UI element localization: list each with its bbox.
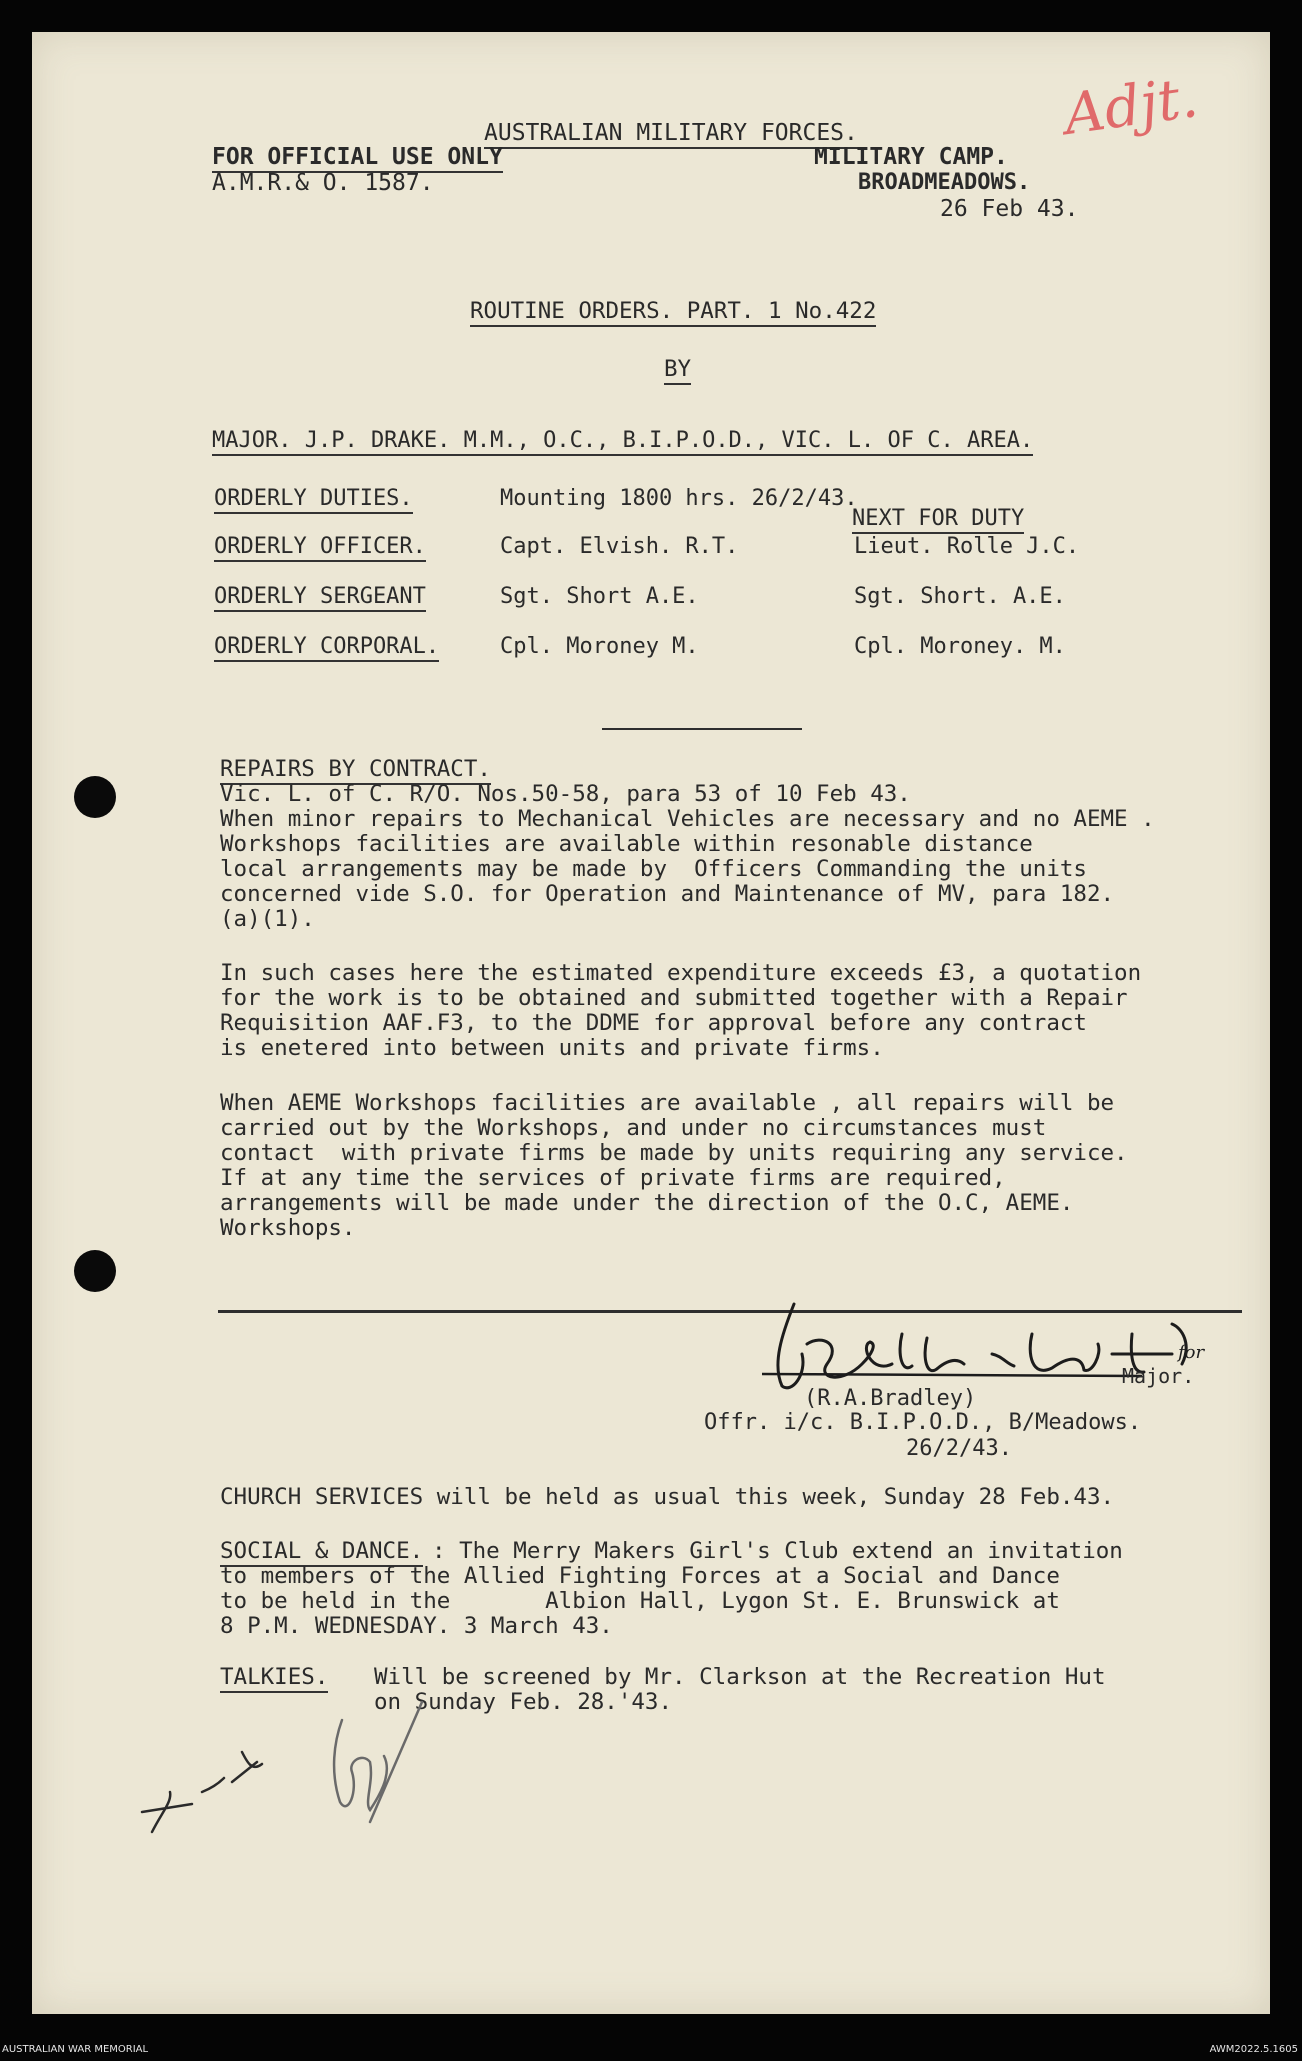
next-for-duty-heading: NEXT FOR DUTY [852,508,1024,534]
duty-current-duties: Mounting 1800 hrs. 26/2/43. [500,486,858,511]
repairs-para-3-line: arrangements will be made under the direction of the O.C, AEME. [220,1190,1074,1216]
duty-label-corporal: ORDERLY CORPORAL. [214,636,439,662]
signature-for: for [1178,1342,1205,1363]
footer-reference-id: AWM2022.5.1605 [1209,2044,1298,2055]
repairs-para-1-line: concerned vide S.O. for Operation and Maintenance of MV, para 182. [220,881,1115,907]
talkies-heading: TALKIES. [220,1666,328,1693]
punch-hole-bottom [74,1250,116,1292]
duty-next-officer: Lieut. Rolle J.C. [854,534,1080,559]
repairs-para-1-line: When minor repairs to Mechanical Vehicles are necessary and no AEME . [220,806,1155,832]
repairs-para-1-line: Vic. L. of C. R/O. Nos.50-58, para 53 of 10 Feb 43. [220,781,911,807]
repairs-para-2-line: Requisition AAF.F3, to the DDME for approval before any contract [220,1010,1087,1036]
routine-orders-title: ROUTINE ORDERS. PART. 1 No.422 [470,300,876,327]
talkies-line: on Sunday Feb. 28.'43. [374,1689,673,1715]
social-dance-line: to be held in the Albion Hall, Lygon St. E. Brunswick at [220,1588,1060,1614]
repairs-para-1-line: (a)(1). [220,906,315,932]
repairs-para-3-line: carried out by the Workshops, and under no circumstances must [220,1115,1047,1141]
social-dance-line: to members of the Allied Fighting Forces at a Social and Dance [220,1563,1060,1589]
duty-current-corporal: Cpl. Moroney M. [500,634,699,659]
repairs-para-1-line: Workshops facilities are available within resonable distance [220,831,1033,857]
repairs-para-2-line: is enetered into between units and private firms. [220,1035,884,1061]
social-dance-line: 8 P.M. WEDNESDAY. 3 March 43. [220,1613,613,1639]
by-label: BY [664,358,691,385]
duty-next-sergeant: Sgt. Short. A.E. [854,584,1066,609]
repairs-heading: REPAIRS BY CONTRACT. [220,758,491,785]
section-divider [602,728,802,730]
duty-current-sergeant: Sgt. Short A.E. [500,584,699,609]
social-dance-line: : The Merry Makers Girl's Club extend an invitation [432,1538,1123,1564]
document-page [32,32,1270,2014]
repairs-para-1-line: local arrangements may be made by Officers Commanding the units [220,856,1087,882]
punch-hole-top [74,776,116,818]
church-services-notice: CHURCH SERVICES will be held as usual this week, Sunday 28 Feb.43. [220,1484,1115,1510]
duty-label-officer: ORDERLY OFFICER. [214,536,426,562]
signature-date: 26/2/43. [906,1436,1012,1461]
issuing-authority: MAJOR. J.P. DRAKE. M.M., O.C., B.I.P.O.D., VIC. L. OF C. AREA. [212,430,1033,456]
repairs-para-3-line: contact with private firms be made by units requiring any service. [220,1140,1128,1166]
social-dance-heading: SOCIAL & DANCE. [220,1540,423,1567]
duty-label-sergeant: ORDERLY SERGEANT [214,586,426,612]
duty-current-officer: Capt. Elvish. R.T. [500,534,739,559]
footer-archive-name: AUSTRALIAN WAR MEMORIAL [2,2044,149,2055]
adjt-annotation: Adjt. [1060,64,1202,149]
handwritten-initials [112,1692,512,1862]
talkies-line: Will be screened by Mr. Clarkson at the Recreation Hut [374,1664,1106,1690]
duty-label-duties: ORDERLY DUTIES. [214,488,413,514]
repairs-para-3-line: Workshops. [220,1215,356,1241]
reference-number: A.M.R.& O. 1587. [212,170,434,196]
signatory-name: (R.A.Bradley) [804,1386,977,1411]
repairs-para-3-line: When AEME Workshops facilities are available , all repairs will be [220,1090,1115,1116]
classification-label: FOR OFFICIAL USE ONLY [212,146,503,173]
organisation-heading: AUSTRALIAN MILITARY FORCES. [484,122,858,149]
repairs-para-2-line: for the work is to be obtained and submitted together with a Repair [220,985,1128,1011]
duty-next-corporal: Cpl. Moroney. M. [854,634,1066,659]
location-broadmeadows: BROADMEADOWS. [858,170,1031,195]
signature-rank: Major. [1122,1364,1195,1388]
repairs-para-2-line: In such cases here the estimated expenditure exceeds £3, a quotation [220,960,1142,986]
location-camp: MILITARY CAMP. [814,144,1008,170]
signatory-appointment: Offr. i/c. B.I.P.O.D., B/Meadows. [704,1410,1142,1435]
repairs-para-3-line: If at any time the services of private firms are required, [220,1165,1006,1191]
header-date: 26 Feb 43. [940,196,1079,222]
